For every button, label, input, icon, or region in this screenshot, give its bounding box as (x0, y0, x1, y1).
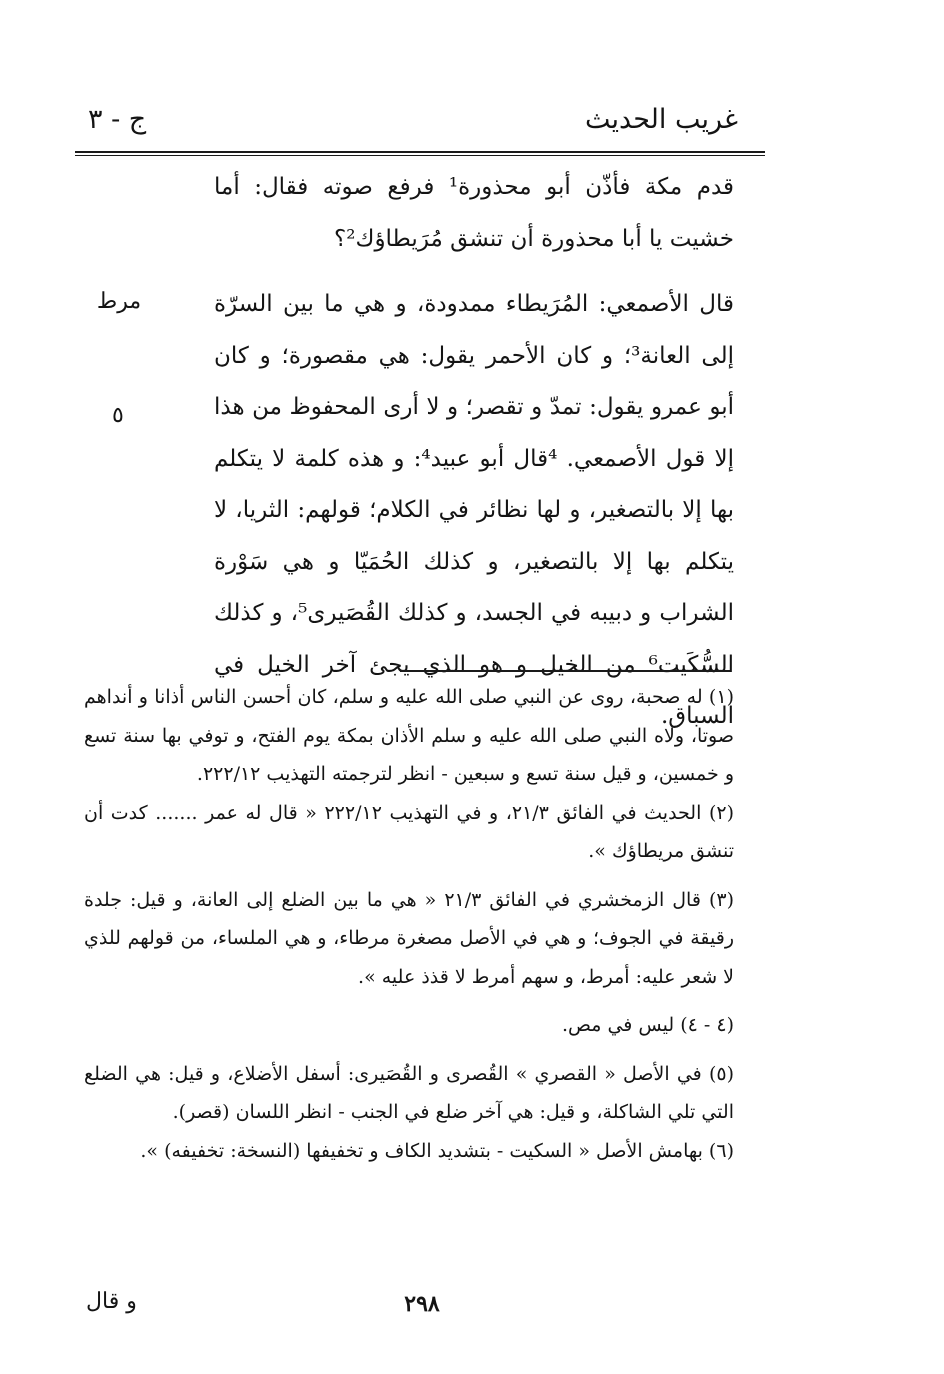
footnote: (٣) قال الزمخشري في الفائق ٢١/٣ « هي ما بين الضلع إلى العانة، و قيل: جلدة رقيقة في الجوف؛ و هي في الأصل مصغرة مرطاء، و هي الملساء، من قولهم للذي لا شعر عليه: أمرط، و سهم أمرط لا قذذ عليه ». (84, 888, 734, 988)
margin-keyword: مرط (96, 289, 142, 314)
main-text-block (214, 162, 734, 743)
footnote-rule (400, 670, 730, 672)
running-header-volume: ج - ٣ (88, 104, 147, 135)
footnote: (٤ - ٤) ليس في مص. (561, 1014, 734, 1036)
footnote: (١) له صحبة، روى عن النبي صلى الله عليه و سلم، كان أحسن الناس أذانا و أنداهم صوتا، ولاه النبي صلى الله عليه و سلم الأذان بمكة يوم الفتح، و توفي بها سنة تسع و خمسين، و قيل سنة تسع و سبعين - انظر لترجمته التهذيب ٢٢٢/١٢. (84, 686, 734, 785)
main-paragraph: قدم مكة فأذّن أبو محذورة¹ فرفع صوته فقال: أما خشيت يا أبا محذورة أن تنشق مُرَيطاؤك²؟ (214, 174, 735, 252)
footnotes-block (84, 678, 734, 1170)
footnote: (٥) في الأصل « القصري » القُصرى و القُصَيرى: أسفل الأضلاع، و قيل: هي الضلع التي تلي الشاكلة، و قيل: هي آخر ضلع في الجنب - انظر اللسان (قصر). (84, 1062, 734, 1123)
running-header-title: غريب الحديث (585, 104, 738, 135)
catchword: و قال (86, 1289, 137, 1314)
page-number: ٢٩٨ (404, 1291, 440, 1317)
footnote: (٦) بهامش الأصل « السكيت - بتشديد الكاف و تخفيفها (النسخة: تخفيفه) ». (140, 1139, 734, 1162)
main-paragraph: قال الأصمعي: المُرَيطاء ممدودة، و هي ما بين السرّة إلى العانة³؛ و كان الأحمر يقول: هي مقصورة؛ و كان أبو عمرو يقول: تمدّ و تقصر؛ و لا أرى المحفوظ من هذا إلا قول الأصمعي. ⁴قال أبو عبيد⁴: و هذه كلمة لا يتكلم بها إلا بالتصغير، و لها نظائر في الكلام؛ قولهم: الثريا، لا يتكلم بها إلا بالتصغير، و كذلك الحُمَيّا و هي سَوْرة الشراب و دبيبه في الجسد، و كذلك القُصَيرى⁵، و كذلك السُّكَيت⁶ من الخيل و هو الذي يجئ آخر الخيل في السباق. (214, 291, 734, 729)
footnote: (٢) الحديث في الفائق ٢١/٣، و في التهذيب ٢٢٢/١٢ « قال له عمر ....... كدت أن تنشق مريطاؤك ». (84, 801, 734, 862)
line-number-marker: ٥ (112, 403, 124, 428)
header-rule (75, 151, 765, 156)
